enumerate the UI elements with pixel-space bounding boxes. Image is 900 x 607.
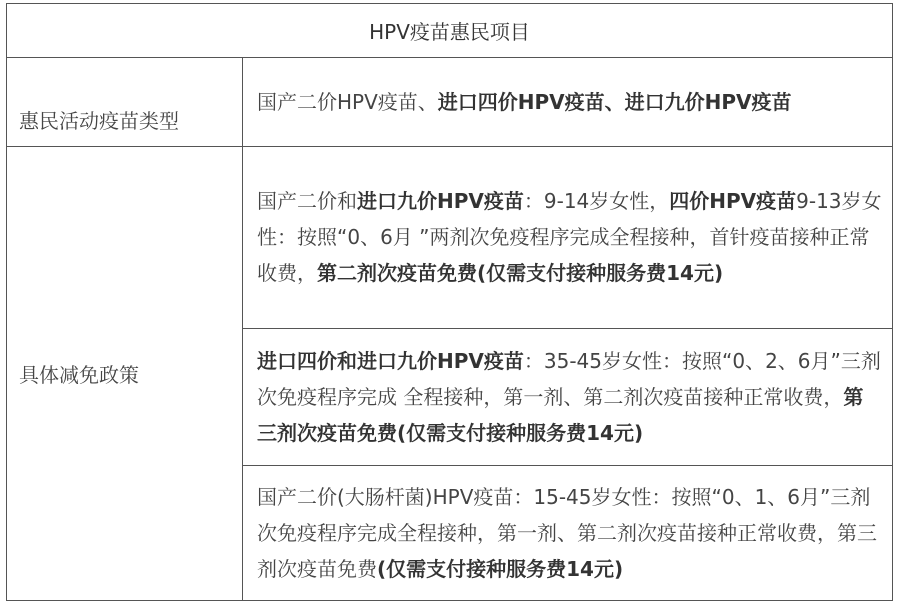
policy-label: 具体减免政策 [7,147,243,601]
policy-3-bold-1: (仅需支付接种服务费14元) [377,556,624,581]
table-title: HPV疫苗惠民项目 [7,4,893,58]
policy-1-bold-3: 第二剂次疫苗免费(仅需支付接种服务费14元) [317,261,724,286]
domestic-bivalent-text: 国产二价HPV疫苗、 [257,90,438,115]
policy-2-bold-2: 第三剂次疫苗免费(仅需支付接种服务费14元) [257,384,864,445]
policy-2-content [243,328,893,465]
policy-1-text-2: ：9-14岁女性， [523,189,670,214]
table-title-row [7,4,893,58]
policy-2-bold-1: 进口四价和进口九价HPV疫苗 [257,348,524,373]
policy-1-content [243,147,893,328]
policy-1-text-3: 9-13岁女性：按照“0、6月 ”两剂次免疫程序完成全程接种，首针疫苗接种正常收费， [257,189,882,286]
vaccine-types-content [243,58,893,147]
policy-1-text-1: 国产二价和 [257,189,357,214]
hpv-policy-table [6,3,893,601]
vaccine-types-row [7,58,893,147]
policy-3-text-1: 国产二价(大肠杆菌)HPV疫苗：15-45岁女性：按照“0、1、6月”三剂次免疫程序完成全程接种，第一剂、第二剂次疫苗接种正常收费，第三剂次疫苗免费 [257,484,877,581]
policy-row-1 [7,147,893,328]
policy-3-content [243,465,893,600]
policy-1-bold-2: 四价HPV疫苗 [669,189,797,214]
policy-1-bold-1: 进口九价HPV疫苗 [357,189,524,214]
policy-2-text-1: ：35-45岁女性：按照“0、2、6月”三剂次免疫程序完成 全程接种，第一剂、第二剂次疫苗接种正常收费， [257,348,881,409]
imported-vaccines-text: 进口四价HPV疫苗、进口九价HPV疫苗 [437,90,792,115]
vaccine-types-label: 惠民活动疫苗类型 [7,58,243,147]
